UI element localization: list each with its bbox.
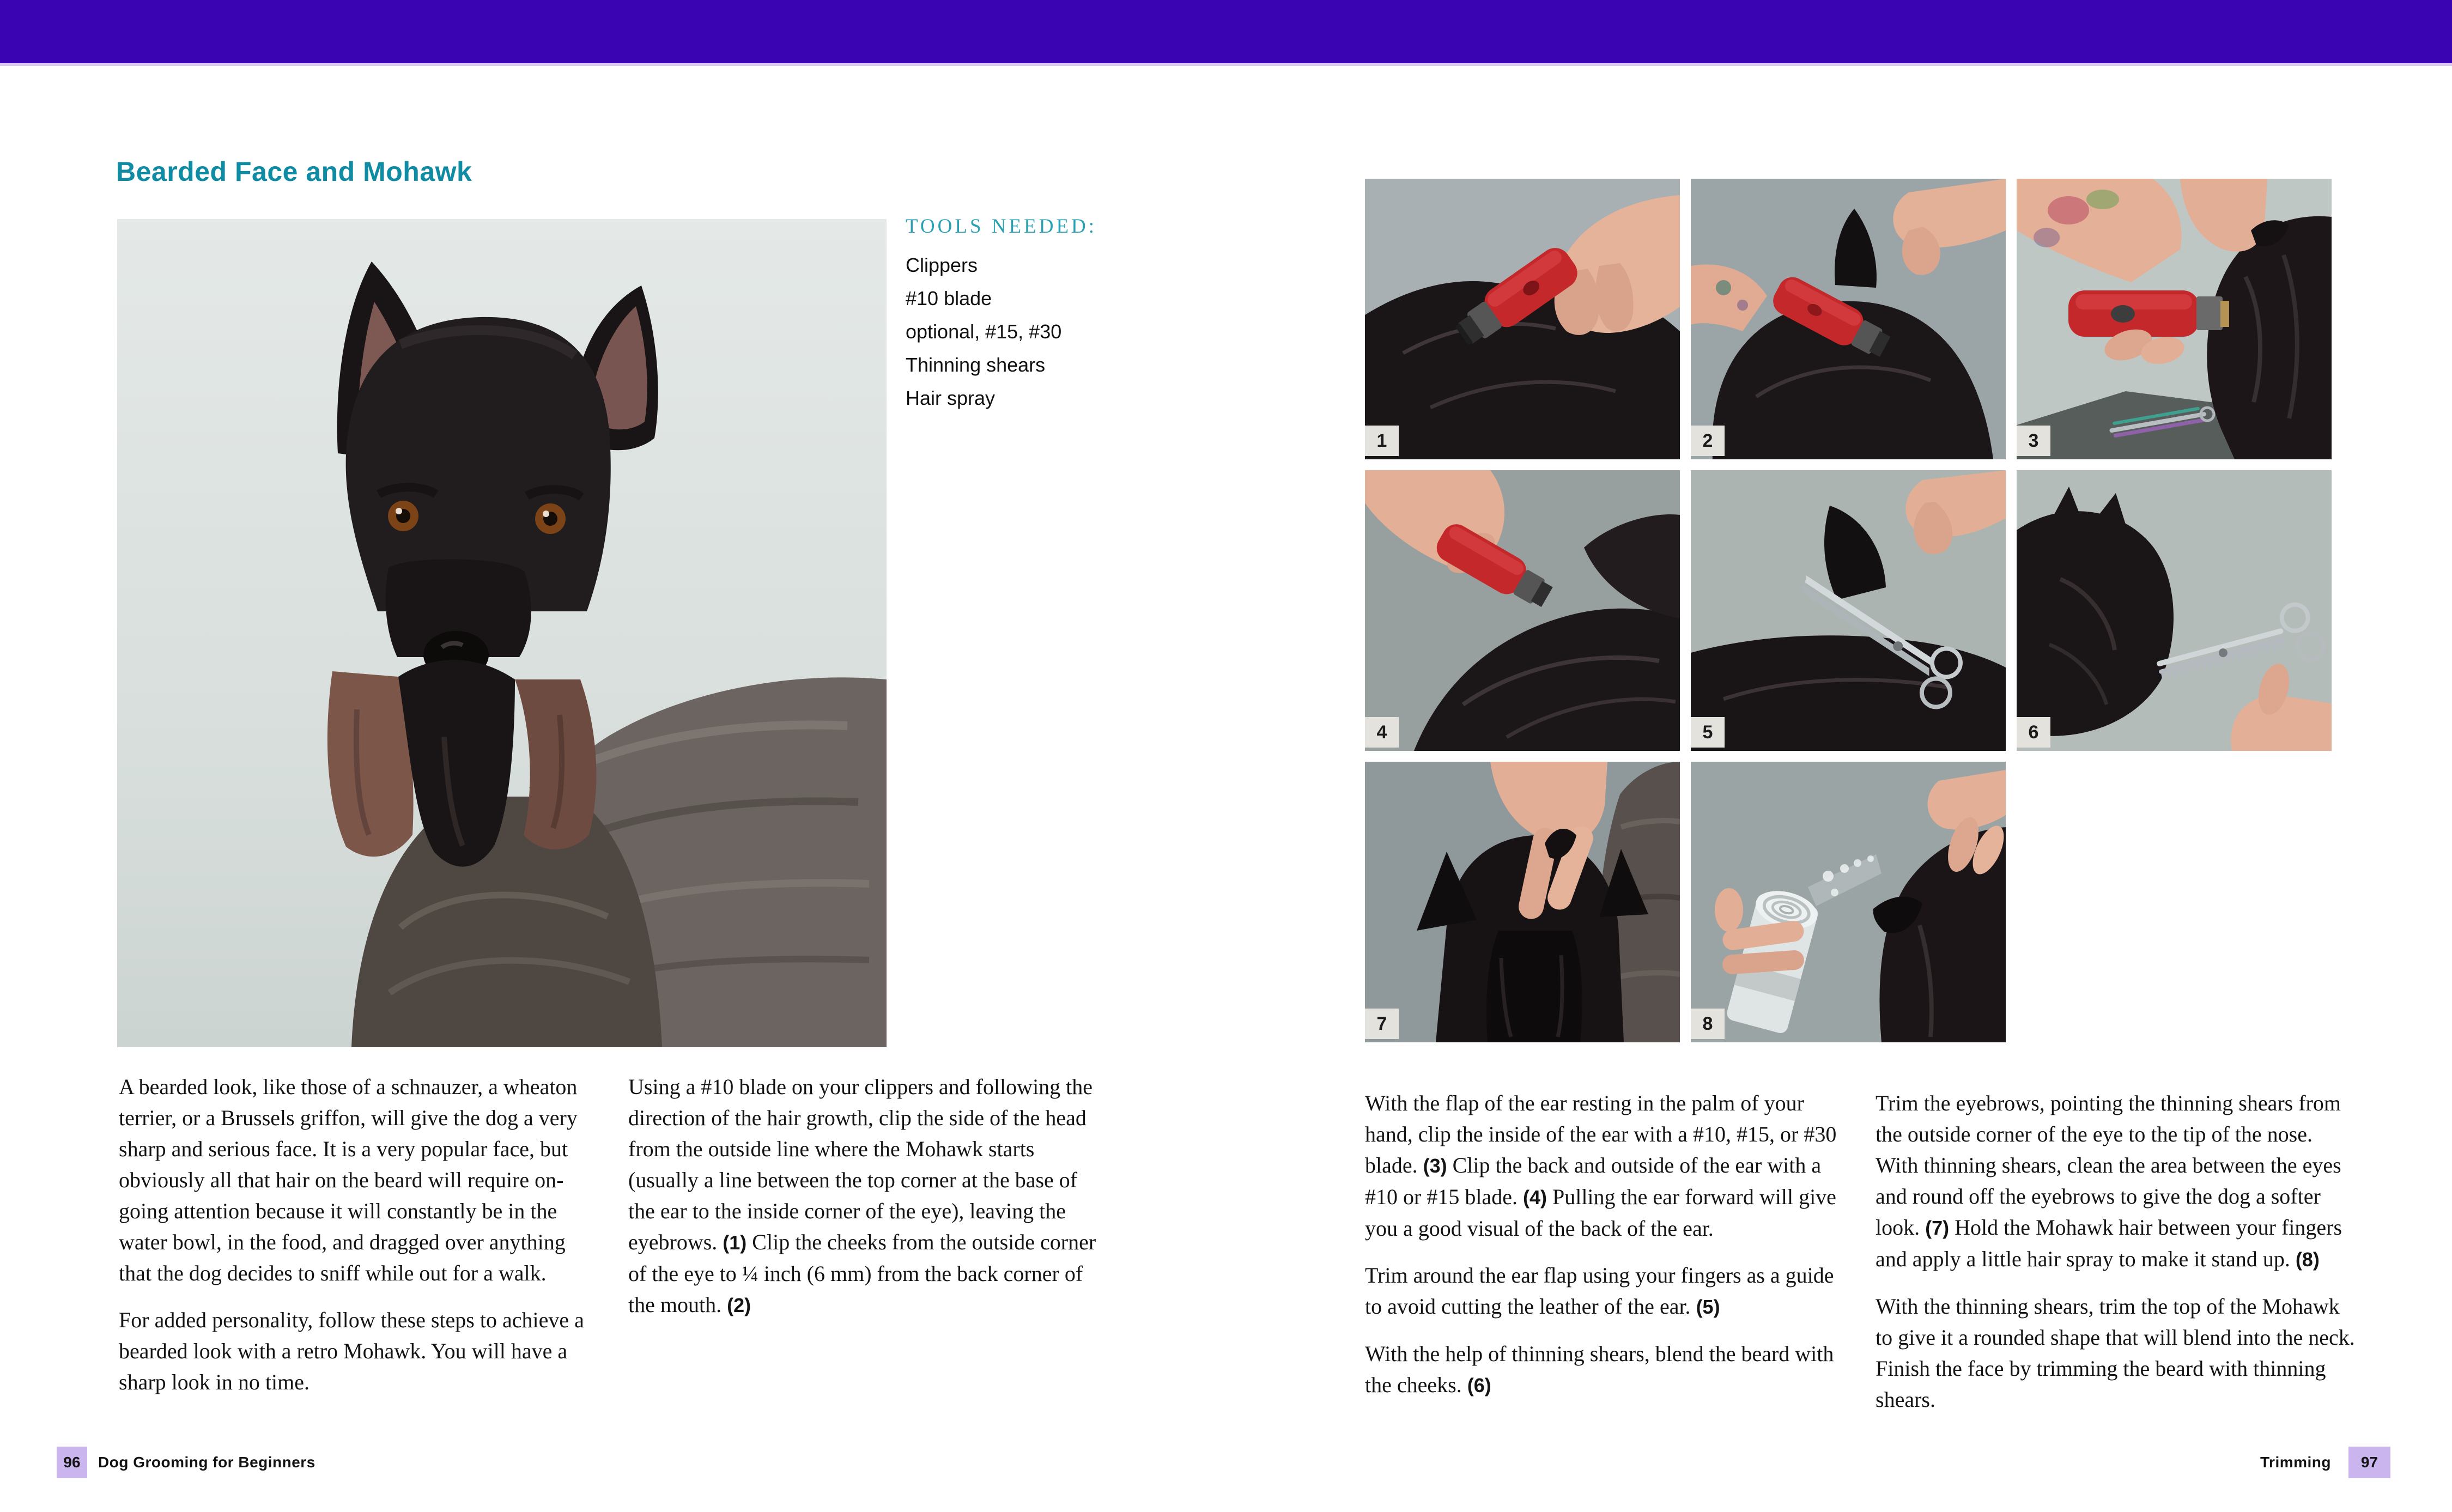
tools-needed-panel [906,214,1298,415]
page-number-badge-right: 97 [2348,1447,2390,1478]
left-page-column-1 [119,1071,603,1413]
step-number-badge: 8 [1691,1009,1725,1039]
dog-beard-left [327,671,414,857]
tool-item: Clippers [906,254,978,276]
paragraph: A bearded look, like those of a schnauzer, a wheaton terrier, or a Brussels griffon, will give the dog a very sharp and serious face. It is a very popular face, but obviously all that hair on the beard will require on-going attention because it will constantly be in the water bowl, in the food, and dragged over anything that the dog decides to sniff while out for a walk. [119,1074,578,1285]
tools-list [906,248,1298,415]
red-clippers [2068,290,2229,337]
right-page-column-1 [1365,1088,1850,1417]
paragraph: Trim the eyebrows, pointing the thinning shears from the outside corner of the eye to the tip of the nose. With thinning shears, clean the area between the eyes and round off the eyebrows to give the dog a softer look. (7) Hold the Mohawk hair between your fingers and apply a little hair spray to make it stand up. (8) [1876,1091,2342,1271]
paragraph: With the help of thinning shears, blend the beard with the cheeks. (6) [1365,1341,1834,1397]
paragraph: Using a #10 blade on your clippers and following the direction of the hair growth, clip the side of the head from the outside line where the Mohawk starts (usually a line between the top corner at the base of the ear to the inside corner of the eye), leaving the eyebrows. (1) Clip the cheeks from the outside corner of the eye to ¼ inch (6 mm) from the back corner of the mouth. (2) [628,1074,1096,1317]
right-page-column-2 [1876,1088,2355,1431]
tool-item: #10 blade [906,287,992,309]
step-photo-1 [1365,179,1680,459]
step-number-badge: 7 [1365,1009,1399,1039]
step-photo-7 [1365,762,1680,1042]
step-photo-2 [1691,179,2006,459]
step-photo-4 [1365,470,1680,751]
paragraph: With the thinning shears, trim the top of the Mohawk to give it a rounded shape that will blend into the neck. Finish the face by trimming the beard with thinning shears. [1876,1294,2355,1412]
left-page-column-2 [628,1071,1102,1337]
paragraph: Trim around the ear flap using your fingers as a guide to avoid cutting the leather of the ear. (5) [1365,1263,1834,1319]
footer-chapter-title: Trimming [2260,1454,2331,1471]
footer-book-title: Dog Grooming for Beginners [98,1454,315,1471]
step-number-badge: 1 [1365,426,1399,456]
tool-item: optional, #15, #30 [906,320,1062,343]
step-number-badge: 3 [2017,426,2050,456]
header-bar [0,0,2452,66]
tools-heading: TOOLS NEEDED: [906,215,1097,238]
paragraph: With the flap of the ear resting in the palm of your hand, clip the inside of the ear with a #10, #15, or #30 blade. (3) Clip the back and outside of the ear with a #10 or #15 blade. (4) Pulling the ear forward will give you a good visual of the back of the ear. [1365,1091,1837,1241]
step-number-badge: 2 [1691,426,1725,456]
paragraph: For added personality, follow these steps to achieve a bearded look with a retro Mohawk. You will have a sharp look in no time. [119,1308,584,1394]
dog-portrait-photo [117,219,887,1047]
tool-item: Hair spray [906,387,996,409]
dog-portrait-illustration [117,219,887,1047]
step-photo-5 [1691,470,2006,751]
tool-item: Thinning shears [906,354,1046,376]
step-photo-3 [2017,179,2332,459]
step-number-badge: 4 [1365,717,1399,748]
page-number-badge-left: 96 [57,1447,87,1478]
step-photo-8 [1691,762,2006,1042]
step-photo-6 [2017,470,2332,751]
step-number-badge: 6 [2017,717,2050,748]
section-title: Bearded Face and Mohawk [116,156,472,187]
step-number-badge: 5 [1691,717,1725,748]
